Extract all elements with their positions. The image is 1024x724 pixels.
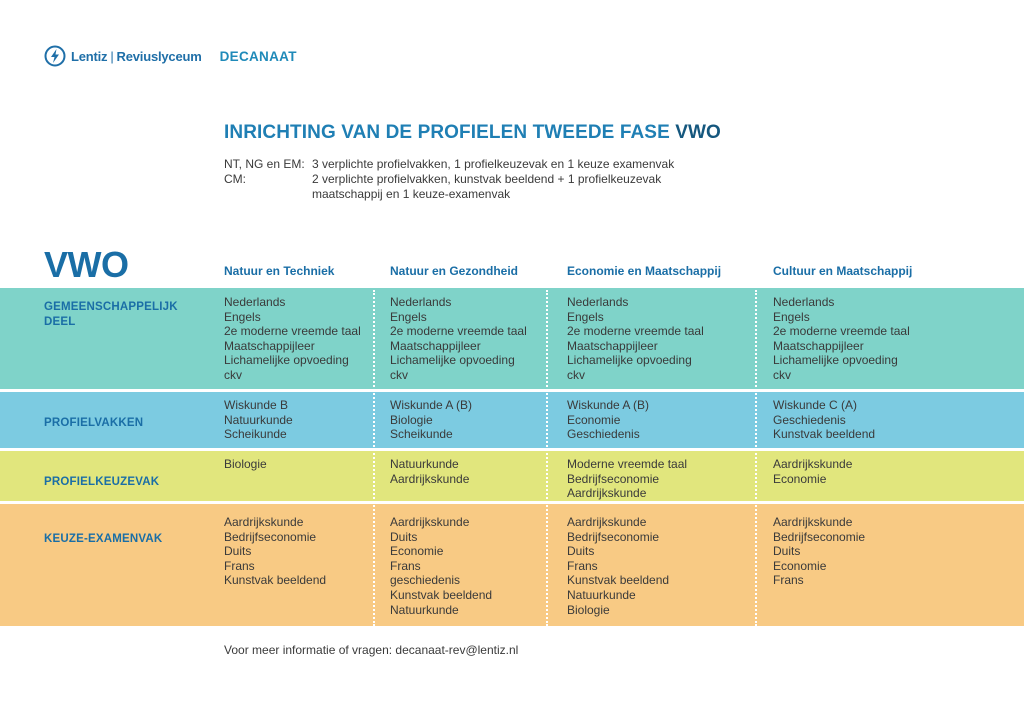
- subject-item: Economie: [773, 471, 827, 486]
- subject-item: Natuurkunde: [390, 602, 459, 617]
- subject-item: Aardrijkskunde: [390, 471, 470, 486]
- subject-item: geschiedenis: [390, 573, 461, 588]
- subject-cell: [224, 457, 267, 472]
- subject-item: Bedrijfseconomie: [567, 471, 660, 486]
- intro-value: [312, 172, 712, 202]
- subject-item: Lichamelijke opvoeding: [773, 353, 898, 368]
- subject-cell: [224, 398, 293, 442]
- subject-item: Bedrijfseconomie: [773, 529, 866, 544]
- subject-cell: [390, 515, 492, 617]
- subject-item: Biologie: [390, 412, 433, 427]
- row-label-line: KEUZE-EXAMENVAK: [44, 533, 163, 545]
- subject-item: 2e moderne vreemde taal: [390, 324, 527, 339]
- row-label-line: DEEL: [44, 316, 76, 328]
- row-label-line: GEMEENSCHAPPELIJK: [44, 301, 178, 313]
- subject-item: Duits: [390, 529, 418, 544]
- subject-item: Moderne vreemde taal: [567, 457, 688, 471]
- subject-cell: [773, 457, 852, 486]
- subject-cell: [567, 398, 649, 442]
- subject-item: Natuurkunde: [567, 587, 636, 602]
- subject-item: Maatschappijleer: [390, 338, 481, 353]
- page-title: [224, 122, 721, 144]
- subject-cell: [773, 515, 865, 588]
- subject-item: ckv: [567, 367, 585, 382]
- subject-item: Kunstvak beeldend: [390, 587, 493, 602]
- subject-item: Aardrijkskunde: [567, 515, 647, 529]
- subject-item: Lichamelijke opvoeding: [224, 353, 349, 368]
- page-title-prefix: INRICHTING VAN DE PROFIELEN TWEEDE FASE: [224, 122, 670, 143]
- subject-cell: [567, 295, 704, 383]
- column-divider: [755, 290, 757, 626]
- subject-item: Natuurkunde: [224, 412, 293, 427]
- row-label-gemeenschappelijk: [44, 300, 178, 330]
- subject-item: Wiskunde A (B): [567, 398, 650, 412]
- subject-cell: [567, 515, 669, 617]
- subject-item: Lichamelijke opvoeding: [567, 353, 692, 368]
- subject-cell: [390, 398, 472, 442]
- subject-item: Geschiedenis: [773, 412, 846, 427]
- subject-item: Frans: [390, 558, 421, 573]
- brand: [71, 49, 202, 64]
- footer-contact: Voor meer informatie of vragen: decanaat-rev@lentiz.nl: [224, 643, 519, 657]
- subject-item: Engels: [390, 309, 427, 324]
- intro-key: NT, NG en EM:: [224, 157, 305, 171]
- subject-item: Duits: [567, 544, 595, 559]
- row-label-profielvakken: [44, 416, 143, 431]
- subject-item: 2e moderne vreemde taal: [773, 324, 910, 339]
- intro-line: 3 verplichte profielvakken, 1 profielkeuzevak en 1 keuze examenvak: [312, 157, 675, 171]
- subject-item: Wiskunde B: [224, 398, 289, 412]
- subject-item: Frans: [773, 573, 804, 588]
- subject-item: Bedrijfseconomie: [567, 529, 660, 544]
- subject-item: Scheikunde: [224, 427, 287, 442]
- subject-item: Economie: [567, 412, 621, 427]
- subject-item: Natuurkunde: [390, 457, 459, 471]
- profile-header-nt: Natuur en Techniek: [224, 264, 335, 278]
- profile-header-cm: Cultuur en Maatschappij: [773, 264, 913, 278]
- subject-item: Duits: [773, 544, 801, 559]
- subject-item: Wiskunde C (A): [773, 398, 858, 412]
- subject-item: Duits: [224, 544, 252, 559]
- subject-item: Economie: [390, 544, 444, 559]
- subject-item: ckv: [773, 367, 791, 382]
- subject-item: Maatschappijleer: [224, 338, 315, 353]
- subject-cell: [390, 457, 469, 486]
- header: [44, 44, 297, 68]
- subject-cell: [390, 295, 527, 383]
- intro-row: [224, 157, 712, 172]
- intro-row: [224, 172, 712, 202]
- page-title-highlight: VWO: [675, 122, 721, 143]
- intro-value: [312, 157, 712, 172]
- level-label: VWO: [44, 244, 129, 285]
- subject-item: Biologie: [224, 457, 267, 471]
- subject-item: Aardrijkskunde: [773, 515, 853, 529]
- subject-cell: [224, 295, 361, 383]
- brand-separator: |: [110, 48, 114, 64]
- subject-item: Bedrijfseconomie: [224, 529, 317, 544]
- band-keuze-examenvak: [0, 504, 1024, 626]
- intro-line: 2 verplichte profielvakken, kunstvak beeldend + 1 profielkeuzevak: [312, 172, 662, 186]
- subject-item: Aardrijkskunde: [567, 486, 647, 501]
- subject-item: Frans: [567, 558, 598, 573]
- column-divider: [546, 290, 548, 626]
- subject-cell: [224, 515, 326, 588]
- subject-item: Aardrijkskunde: [773, 457, 853, 471]
- subject-cell: [567, 457, 687, 501]
- subject-item: Engels: [567, 309, 604, 324]
- subject-item: Nederlands: [390, 295, 452, 309]
- column-divider: [373, 290, 375, 626]
- subject-item: Engels: [773, 309, 810, 324]
- subject-item: 2e moderne vreemde taal: [567, 324, 704, 339]
- row-label-keuze-examenvak: [44, 532, 162, 547]
- subject-item: Aardrijkskunde: [390, 515, 470, 529]
- row-label-line: PROFIELKEUZEVAK: [44, 476, 160, 488]
- subject-item: Frans: [224, 558, 255, 573]
- subject-item: Kunstvak beeldend: [773, 427, 876, 442]
- subject-cell: [773, 295, 910, 383]
- lentiz-logo-icon: [44, 45, 66, 67]
- subject-item: Biologie: [567, 602, 610, 617]
- subject-item: Aardrijkskunde: [224, 515, 304, 529]
- subject-cell: [773, 398, 875, 442]
- subject-item: ckv: [390, 367, 408, 382]
- subject-item: Scheikunde: [390, 427, 453, 442]
- subject-item: 2e moderne vreemde taal: [224, 324, 361, 339]
- intro-key: CM:: [224, 172, 246, 186]
- profile-header-ng: Natuur en Gezondheid: [390, 264, 519, 278]
- profile-header-em: Economie en Maatschappij: [567, 264, 722, 278]
- intro: [224, 157, 712, 202]
- subject-item: ckv: [224, 367, 242, 382]
- subject-item: Maatschappijleer: [567, 338, 658, 353]
- row-label-profielkeuzevak: [44, 475, 159, 490]
- subject-item: Nederlands: [773, 295, 835, 309]
- brand-school: Reviuslyceum: [116, 48, 202, 64]
- subject-item: Geschiedenis: [567, 427, 640, 442]
- subject-item: Maatschappijleer: [773, 338, 864, 353]
- subject-item: Economie: [773, 558, 827, 573]
- subject-item: Wiskunde A (B): [390, 398, 473, 412]
- row-label-line: PROFIELVAKKEN: [44, 417, 144, 429]
- subject-item: Kunstvak beeldend: [224, 573, 327, 588]
- intro-line: maatschappij en 1 keuze-examenvak: [312, 187, 511, 201]
- subject-item: Kunstvak beeldend: [567, 573, 670, 588]
- subject-item: Nederlands: [224, 295, 286, 309]
- subject-item: Lichamelijke opvoeding: [390, 353, 515, 368]
- brand-name: Lentiz: [71, 48, 108, 64]
- subject-item: Engels: [224, 309, 261, 324]
- section-title: DECANAAT: [219, 48, 297, 64]
- subject-item: Nederlands: [567, 295, 629, 309]
